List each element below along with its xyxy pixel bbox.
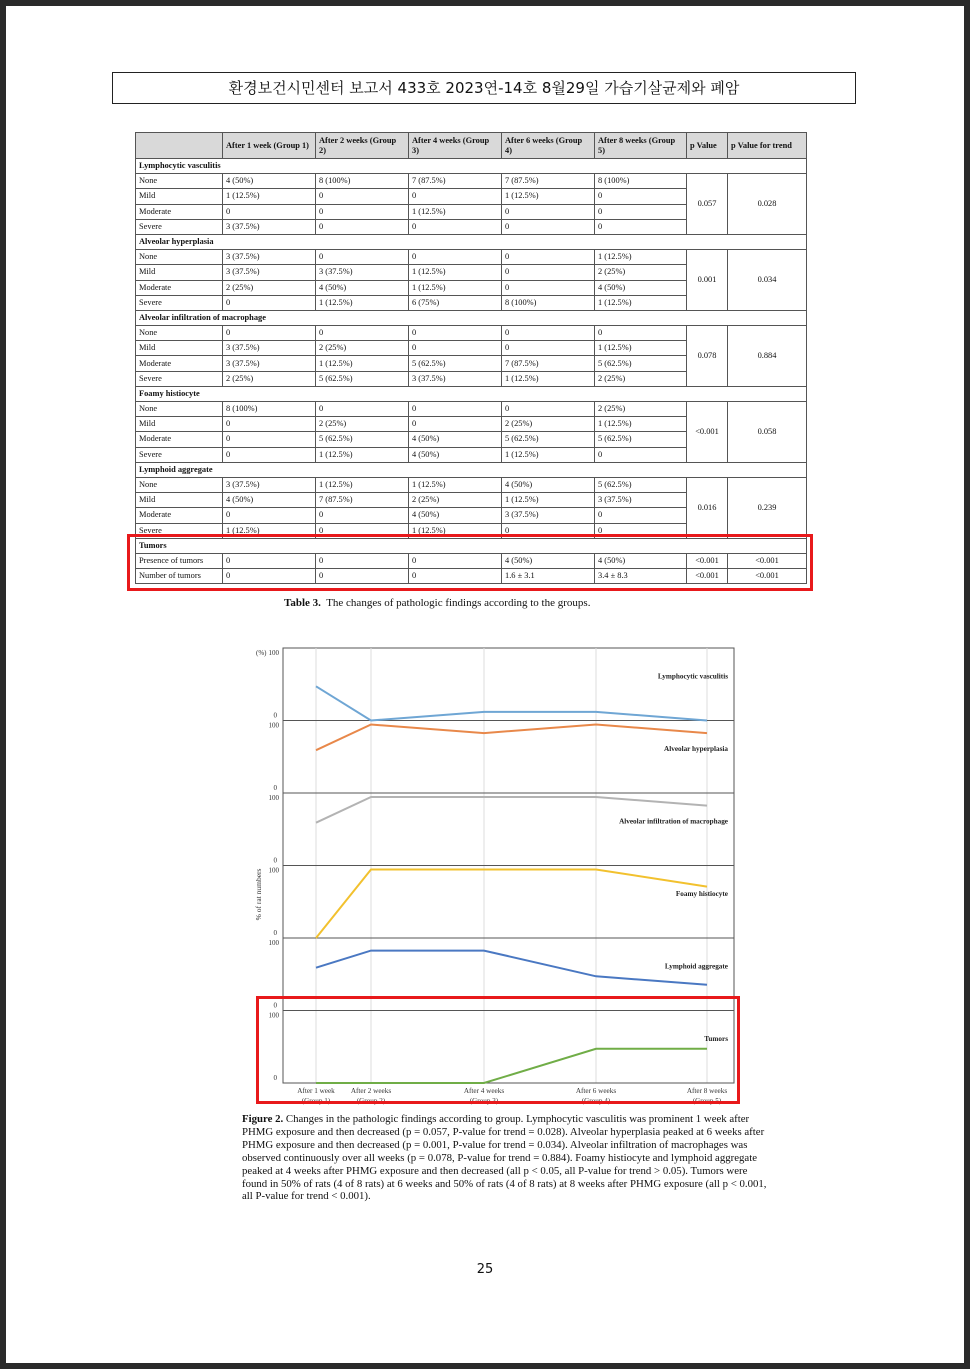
row-label: Moderate — [136, 508, 223, 523]
row-label: Moderate — [136, 280, 223, 295]
p-value-trend: 0.034 — [728, 250, 807, 311]
table-caption-text: The changes of pathologic findings according to the groups. — [326, 597, 591, 609]
table-row — [136, 569, 807, 584]
table-cell: 0 — [223, 447, 316, 462]
p-value-trend: 0.884 — [728, 326, 807, 387]
table-row — [136, 402, 807, 417]
x-tick-label: After 6 weeks — [575, 1087, 617, 1095]
table-cell: 0 — [409, 341, 502, 356]
x-tick-label: (Group 2) — [356, 1097, 386, 1105]
table-caption-label: Table 3. — [284, 597, 321, 609]
table-cell: 3 (37.5%) — [316, 265, 409, 280]
table-cell: 1 (12.5%) — [409, 280, 502, 295]
x-tick-label: (Group 4) — [581, 1097, 611, 1105]
report-header: 환경보건시민센터 보고서 433호 2023연-14호 8월29일 가습기살균제와 폐암 — [112, 72, 856, 104]
table-row — [136, 553, 807, 568]
x-tick-label: After 8 weeks — [686, 1087, 728, 1095]
table-row — [136, 326, 807, 341]
section-row — [136, 538, 807, 553]
table-cell: 2 (25%) — [595, 402, 687, 417]
figure-caption-label: Figure 2. — [242, 1113, 284, 1125]
table-cell: 0 — [595, 219, 687, 234]
column-header: After 4 weeks (Group 3) — [409, 133, 502, 159]
table-cell: 8 (100%) — [595, 174, 687, 189]
table-cell: 8 (100%) — [223, 402, 316, 417]
series-line — [316, 951, 707, 985]
table-cell: 3 (37.5%) — [223, 265, 316, 280]
tick-label: 100 — [268, 866, 279, 875]
table-cell: 0 — [502, 204, 595, 219]
panel-label: Tumors — [704, 1034, 728, 1043]
p-value: 0.001 — [687, 250, 728, 311]
table-cell: 5 (62.5%) — [316, 432, 409, 447]
row-label: Moderate — [136, 432, 223, 447]
table-cell: 5 (62.5%) — [595, 432, 687, 447]
table-cell: 3 (37.5%) — [223, 250, 316, 265]
table-cell: 0 — [409, 569, 502, 584]
table-cell: 0 — [502, 523, 595, 538]
y-axis-label: % of rat numbers — [254, 868, 263, 921]
table-cell: 1 (12.5%) — [595, 341, 687, 356]
table-cell: 4 (50%) — [409, 432, 502, 447]
section-title: Alveolar hyperplasia — [136, 234, 807, 249]
table-cell: 0 — [223, 553, 316, 568]
table-cell: 0 — [409, 326, 502, 341]
row-label: None — [136, 174, 223, 189]
table-cell: 0 — [595, 508, 687, 523]
table-cell: 0 — [502, 280, 595, 295]
table-cell: 0 — [316, 189, 409, 204]
table-cell: 0 — [409, 417, 502, 432]
table-cell: 6 (75%) — [409, 295, 502, 310]
section-row — [136, 386, 807, 401]
column-header: After 1 week (Group 1) — [223, 133, 316, 159]
table-cell: 0 — [595, 447, 687, 462]
section-row — [136, 462, 807, 477]
tick-label: 100 — [268, 794, 279, 802]
figure-caption-text: Changes in the pathologic findings according to group. Lymphocytic vasculitis was prominent 1 week after PHMG exposure and then decreased (p = 0.057, P-value for trend = 0.028). Alveolar hyperplasia peaked at 6 weeks after PHMG exposure and then decreased (p = 0.001, P-value for trend = 0.034). Alveolar infiltration of macrophages was observed continuously over all weeks (p = 0.078, P-value for trend = 0.884). Foamy histiocyte and lymphoid aggregate peaked at 4 weeks after PHMG exposure and then decreased (all p < 0.05, all P-value for trend > 0.05). Tumors were found in 50% of rats (4 of 8 rats) at 6 weeks and 50% of rats (4 of 8 rats) at 8 weeks after PHMG exposure (all p < 0.001, all P-value for trend < 0.001). — [242, 1113, 767, 1203]
table-cell: 0 — [223, 326, 316, 341]
column-header — [136, 133, 223, 159]
series-line — [316, 725, 707, 751]
table-cell: 7 (87.5%) — [502, 356, 595, 371]
table-cell: 1 (12.5%) — [502, 493, 595, 508]
table-cell: 4 (50%) — [502, 553, 595, 568]
row-label: Mild — [136, 493, 223, 508]
column-header: p Value for trend — [728, 133, 807, 159]
row-label: Severe — [136, 371, 223, 386]
table-row — [136, 250, 807, 265]
row-label: Mild — [136, 189, 223, 204]
table-cell: 2 (25%) — [595, 371, 687, 386]
table-cell: 1 (12.5%) — [223, 523, 316, 538]
table-cell: 1 (12.5%) — [316, 295, 409, 310]
p-value-trend: 0.058 — [728, 402, 807, 463]
table-cell: 4 (50%) — [223, 174, 316, 189]
table-cell: 5 (62.5%) — [595, 477, 687, 492]
series-line — [316, 870, 707, 939]
table-cell: 4 (50%) — [409, 508, 502, 523]
row-label: None — [136, 326, 223, 341]
table-cell: 0 — [223, 569, 316, 584]
column-header: After 8 weeks (Group 5) — [595, 133, 687, 159]
panel-label: Alveolar hyperplasia — [664, 744, 728, 753]
p-value-trend: 0.239 — [728, 477, 807, 538]
table-cell: 0 — [502, 341, 595, 356]
tick-label: 100 — [268, 939, 279, 947]
table-cell: 0 — [409, 219, 502, 234]
table-cell: 0 — [502, 402, 595, 417]
table-cell: 0 — [595, 189, 687, 204]
table-cell: 0 — [502, 219, 595, 234]
table-cell: 0 — [316, 204, 409, 219]
tick-label: 0 — [273, 856, 277, 865]
table-cell: 0 — [409, 189, 502, 204]
table-row — [136, 174, 807, 189]
panel-label: Foamy histiocyte — [675, 889, 728, 898]
table-cell: 3 (37.5%) — [223, 341, 316, 356]
panel-label: Lymphocytic vasculitis — [657, 672, 728, 681]
table-cell: <0.001 — [728, 569, 807, 584]
table-cell: 4 (50%) — [595, 280, 687, 295]
table-cell: 0 — [316, 250, 409, 265]
row-label: Severe — [136, 295, 223, 310]
table-cell: 0 — [316, 219, 409, 234]
p-value: 0.057 — [687, 174, 728, 235]
section-row — [136, 159, 807, 174]
table-cell: 1 (12.5%) — [595, 250, 687, 265]
table-cell: 2 (25%) — [409, 493, 502, 508]
tick-label: 100 — [268, 1011, 279, 1020]
table-cell: 4 (50%) — [595, 553, 687, 568]
table-cell: 0 — [316, 326, 409, 341]
pathology-table — [135, 132, 807, 584]
table-cell: 5 (62.5%) — [595, 356, 687, 371]
p-value: <0.001 — [687, 402, 728, 463]
table-cell: 2 (25%) — [316, 417, 409, 432]
table-cell: <0.001 — [728, 553, 807, 568]
row-label: Severe — [136, 447, 223, 462]
column-header: After 2 weeks (Group 2) — [316, 133, 409, 159]
section-title: Tumors — [136, 538, 807, 553]
table-cell: 0 — [409, 553, 502, 568]
table-cell: 1 (12.5%) — [316, 356, 409, 371]
table-cell: 2 (25%) — [595, 265, 687, 280]
table-cell: 4 (50%) — [409, 447, 502, 462]
pathology-table-container — [135, 132, 806, 584]
table-caption — [284, 597, 590, 609]
table-cell: 0 — [595, 204, 687, 219]
table-cell: 0 — [595, 326, 687, 341]
table-cell: 3 (37.5%) — [223, 219, 316, 234]
table-cell: 0 — [502, 265, 595, 280]
x-tick-label: After 4 weeks — [463, 1087, 505, 1095]
table-cell: 3 (37.5%) — [409, 371, 502, 386]
table-cell: 0 — [502, 250, 595, 265]
x-tick-label: (Group 1) — [301, 1097, 331, 1105]
column-header: After 6 weeks (Group 4) — [502, 133, 595, 159]
row-label: None — [136, 402, 223, 417]
table-cell: 0 — [316, 508, 409, 523]
table-cell: 7 (87.5%) — [316, 493, 409, 508]
series-line — [316, 1049, 707, 1083]
panel-label: Lymphoid aggregate — [664, 962, 728, 971]
table-cell: 1 (12.5%) — [502, 447, 595, 462]
table-cell: 0 — [409, 402, 502, 417]
table-cell: 7 (87.5%) — [502, 174, 595, 189]
table-cell: 0 — [223, 204, 316, 219]
section-title: Lymphocytic vasculitis — [136, 159, 807, 174]
table-cell: 0 — [502, 326, 595, 341]
table-cell: 1 (12.5%) — [595, 295, 687, 310]
figure-caption — [242, 1113, 772, 1203]
table-cell: 0 — [316, 553, 409, 568]
p-value: 0.016 — [687, 477, 728, 538]
table-cell: 0 — [223, 417, 316, 432]
section-row — [136, 234, 807, 249]
table-cell: 4 (50%) — [316, 280, 409, 295]
table-cell: 0 — [409, 250, 502, 265]
table-cell: 0 — [223, 432, 316, 447]
table-cell: 1 (12.5%) — [409, 477, 502, 492]
table-cell: 1 (12.5%) — [595, 417, 687, 432]
table-cell: 1 (12.5%) — [409, 204, 502, 219]
row-label: None — [136, 477, 223, 492]
table-cell: 1 (12.5%) — [316, 447, 409, 462]
x-tick-label: After 1 week — [297, 1087, 335, 1095]
section-title: Lymphoid aggregate — [136, 462, 807, 477]
x-tick-label: (Group 5) — [692, 1097, 722, 1105]
table-cell: 0 — [595, 523, 687, 538]
table-cell: <0.001 — [687, 569, 728, 584]
table-cell: 5 (62.5%) — [316, 371, 409, 386]
table-cell: 4 (50%) — [502, 477, 595, 492]
table-cell: <0.001 — [687, 553, 728, 568]
pathology-line-chart — [230, 636, 740, 1111]
row-label: Mild — [136, 341, 223, 356]
table-cell: 7 (87.5%) — [409, 174, 502, 189]
table-cell: 1 (12.5%) — [409, 523, 502, 538]
section-title: Foamy histiocyte — [136, 386, 807, 401]
tick-label: 100 — [268, 721, 279, 730]
table-cell: 2 (25%) — [502, 417, 595, 432]
table-cell: 1 (12.5%) — [316, 477, 409, 492]
table-cell: 5 (62.5%) — [409, 356, 502, 371]
x-tick-label: (Group 3) — [469, 1097, 499, 1105]
row-label: Number of tumors — [136, 569, 223, 584]
tick-label: 0 — [273, 1074, 277, 1082]
x-tick-label: After 2 weeks — [350, 1087, 392, 1095]
section-title: Alveolar infiltration of macrophage — [136, 310, 807, 325]
table-header-row — [136, 133, 807, 159]
table-row — [136, 477, 807, 492]
table-cell: 0 — [316, 402, 409, 417]
table-cell: 1 (12.5%) — [502, 189, 595, 204]
section-row — [136, 310, 807, 325]
row-label: None — [136, 250, 223, 265]
table-cell: 8 (100%) — [502, 295, 595, 310]
tick-label: 0 — [273, 784, 277, 792]
p-value: 0.078 — [687, 326, 728, 387]
row-label: Moderate — [136, 356, 223, 371]
tick-label: 0 — [273, 1001, 277, 1010]
column-header: p Value — [687, 133, 728, 159]
panel-label: Alveolar infiltration of macrophage — [619, 817, 728, 826]
row-label: Severe — [136, 523, 223, 538]
row-label: Severe — [136, 219, 223, 234]
table-cell: 0 — [223, 508, 316, 523]
table-cell: 2 (25%) — [223, 371, 316, 386]
table-cell: 3 (37.5%) — [595, 493, 687, 508]
table-cell: 0 — [223, 295, 316, 310]
tick-label: 0 — [273, 711, 277, 720]
table-cell: 2 (25%) — [316, 341, 409, 356]
row-label: Mild — [136, 417, 223, 432]
table-cell: 8 (100%) — [316, 174, 409, 189]
tick-label: 0 — [273, 929, 277, 937]
table-cell: 3 (37.5%) — [223, 477, 316, 492]
table-cell: 1 (12.5%) — [502, 371, 595, 386]
tick-label: 100 — [268, 649, 279, 657]
table-cell: 1 (12.5%) — [409, 265, 502, 280]
table-cell: 4 (50%) — [223, 493, 316, 508]
table-cell: 2 (25%) — [223, 280, 316, 295]
table-cell: 0 — [316, 523, 409, 538]
series-line — [316, 686, 707, 720]
table-cell: 0 — [316, 569, 409, 584]
row-label: Presence of tumors — [136, 553, 223, 568]
table-cell: 1 (12.5%) — [223, 189, 316, 204]
table-cell: 3 (37.5%) — [502, 508, 595, 523]
table-cell: 3.4 ± 8.3 — [595, 569, 687, 584]
row-label: Mild — [136, 265, 223, 280]
document-page — [6, 6, 964, 1363]
p-value-trend: 0.028 — [728, 174, 807, 235]
table-cell: 3 (37.5%) — [223, 356, 316, 371]
table-cell: 5 (62.5%) — [502, 432, 595, 447]
page-number: 25 — [476, 1262, 494, 1277]
y-unit-label: (%) — [256, 649, 267, 657]
table-cell: 1.6 ± 3.1 — [502, 569, 595, 584]
row-label: Moderate — [136, 204, 223, 219]
